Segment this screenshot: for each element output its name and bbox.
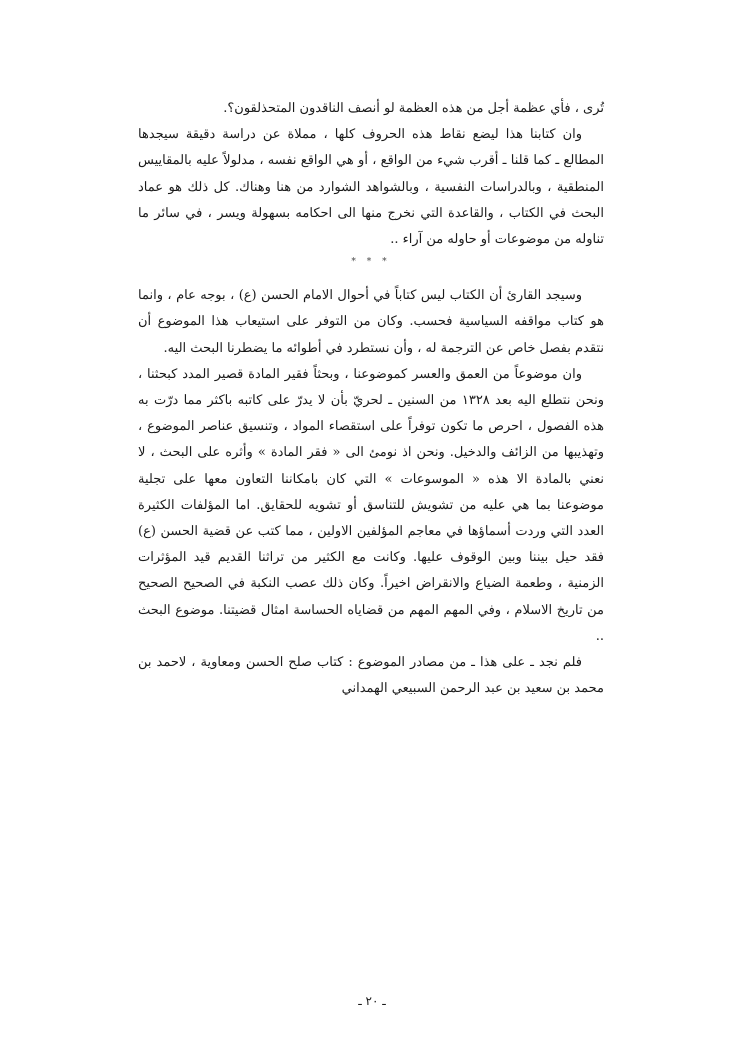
paragraph: وان كتابنا هذا ليضع نقاط هذه الحروف كلها ، مملاة عن دراسة دقيقة سيجدها المطالع ـ كما قلنا ـ أقرب شيء من الواقع ، أو هي الواقع نفسه ، مدلولاً عليه بالمقاييس المنطقية ، وبالدراسات النفسية ، وبالشواهد الشوارد من هنا وهناك. كل ذلك هو عماد البحث في الكتاب ، والقاعدة التي نخرج منها الى احكامه بسهولة ويسر ، في سائر ما تناوله من موضوعات أو حاوله من آراء .. [138, 127, 604, 248]
paragraph: فلم نجد ـ على هذا ـ من مصادر الموضوع : كتاب صلح الحسن ومعاوية ، لاحمد بن محمد بن سعيد بن عبد الرحمن السبيعي الهمداني [138, 655, 604, 697]
paragraph: وسيجد القارئ أن الكتاب ليس كتاباً في أحوال الامام الحسن (ع) ، بوجه عام ، وانما هو كتاب مواقفه السياسية فحسب. وكان من التوفر على استيعاب هذا الموضوع أن نتقدم بفصل خاص عن الترجمة له ، وأن نستطرد في أطوائه ما يضطرنا البحث اليه. [138, 288, 604, 356]
page-number: ـ ٢٠ ـ [358, 994, 386, 1008]
section-separator: * * * [351, 257, 391, 268]
paragraph: وان موضوعاً من العمق والعسر كموضوعنا ، وبحثاً فقير المادة قصير المدد كبحثنا ، ونحن نتطلع اليه بعد ١٣٢٨ من السنين ـ لحريّ بأن لا يدرّ على كاتبه باكثر مما درّت به هذه الفصول ، احرص ما تكون توفراً على استقصاء المواد ، وتنسيق عناصر الموضوع ، وتهذيبها من الزائف والدخيل. ونحن اذ نومئ الى « فقر المادة » وأثره على البحث ، لا نعني بالمادة الا هذه « الموسوعات » التي كان بامكاننا التعاون معها على تجلية موضوعنا بما هي عليه من تشويش للتناسق أو تشويه للحقايق. اما المؤلفات الكثيرة العدد التي وردت أسماؤها في معاجم المؤلفين الاولين ، مما كتب عن قضية الحسن (ع) فقد حيل بيننا وبين الوقوف عليها. وكانت مع الكثير من تراثنا القديم قيد المؤثرات الزمنية ، وطعمة الضياع والانقراض اخيراً. وكان ذلك عصب النكبة في الصحيح الصحيح من تاريخ الاسلام ، وفي المهم المهم من قضاياه الحساسة امثال قضيتنا. موضوع البحث .. [138, 366, 604, 644]
body-text [138, 96, 604, 702]
paragraph: تُرى ، فأي عظمة أجل من هذه العظمة لو أنصف الناقدون المتحذلقون؟. [223, 101, 604, 116]
